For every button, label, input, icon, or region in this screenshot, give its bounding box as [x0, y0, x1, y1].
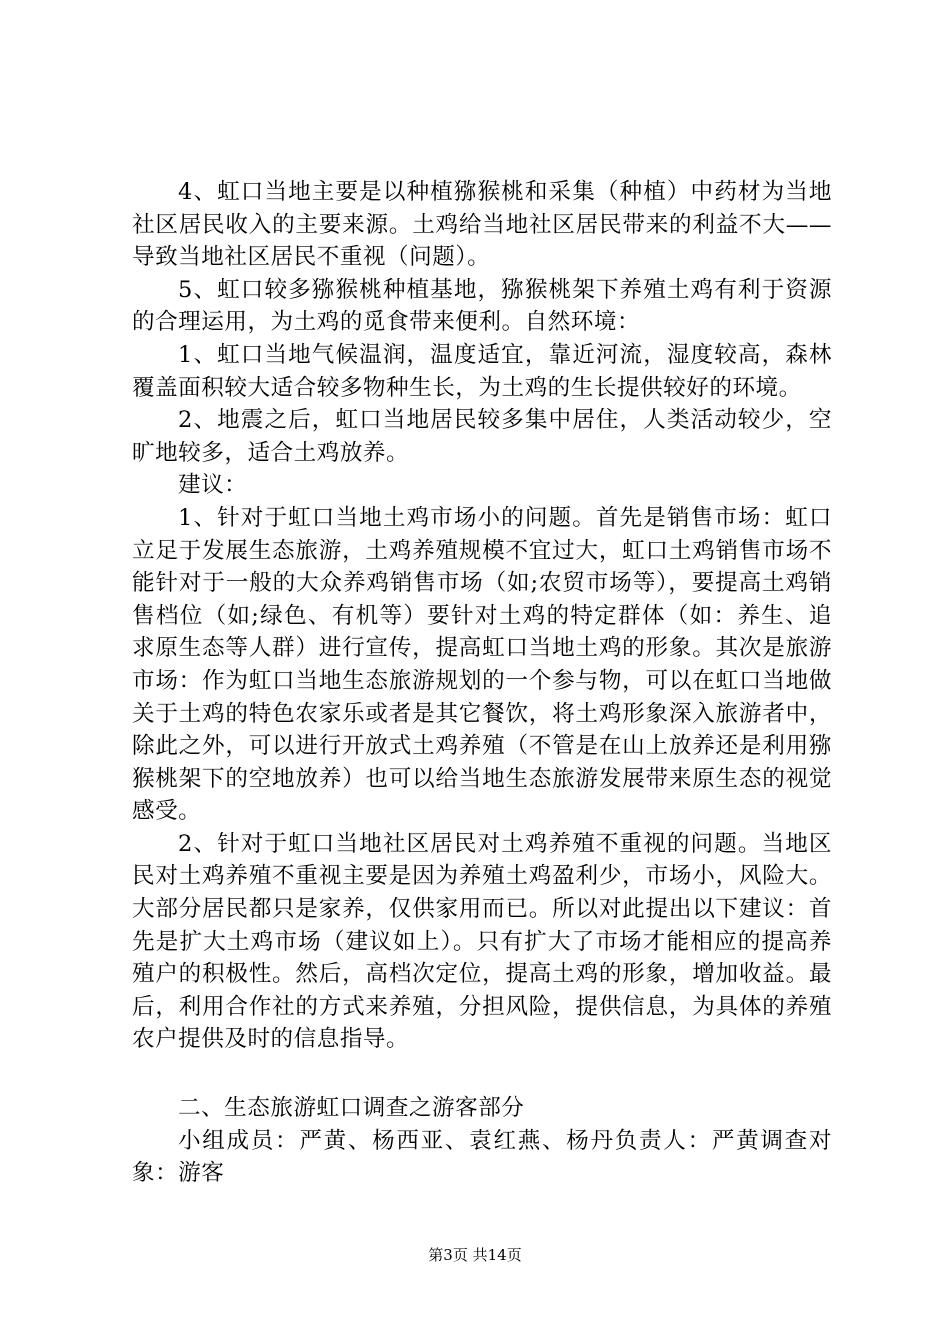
paragraph-kiwi-base: 5、虹口较多猕猴桃种植基地，猕猴桃架下养殖土鸡有利于资源的合理运用，为土鸡的觅食带来便利。自然环境：: [132, 276, 832, 336]
paragraph-income-source: 4、虹口当地主要是以种植猕猴桃和采集（种植）中药材为当地社区居民收入的主要来源。土鸡给当地社区居民带来的利益不大——导致当地社区居民不重视（问题）。: [132, 179, 832, 271]
paragraph-after-earthquake: 2、地震之后，虹口当地居民较多集中居住，人类活动较少，空旷地较多，适合土鸡放养。: [132, 407, 832, 466]
section-gap: [132, 1056, 832, 1092]
paragraph-suggestion-market: 1、针对于虹口当地土鸡市场小的问题。首先是销售市场：虹口立足于发展生态旅游，土鸡养殖规模不宜过大，虹口土鸡销售市场不能针对于一般的大众养鸡销售市场（如;农贸市场等），要提高土鸡销售档位（如;绿色、有机等）要针对土鸡的特定群体（如：养生、追求原生态等人群）进行宣传，提高虹口当地土鸡的形象。其次是旅游市场：作为虹口当地生态旅游规划的一个参与物，可以在虹口当地做关于土鸡的特色农家乐或者是其它餐饮，将土鸡形象深入旅游者中，除此之外，可以进行开放式土鸡养殖（不管是在山上放养还是利用猕猴桃架下的空地放养）也可以给当地生态旅游发展带来原生态的视觉感受。: [132, 504, 832, 825]
section-heading-tourists: 二、生态旅游虹口调查之游客部分: [178, 1095, 525, 1122]
paragraph-suggestion-residents: 2、针对于虹口当地社区居民对土鸡养殖不重视的问题。当地区民对土鸡养殖不重视主要是因为养殖土鸡盈利少，市场小，风险大。大部分居民都只是家养，仅供家用而已。所以对此提出以下建议：首先是扩大土鸡市场（建议如上）。只有扩大了市场才能相应的提高养殖户的积极性。然后，高档次定位，提高土鸡的形象，增加收益。最后，利用合作社的方式来养殖，分担风险，提供信息，为具体的养殖农户提供及时的信息指导。: [132, 830, 832, 1053]
paragraph-suggestions-heading: 建议：: [178, 472, 248, 499]
paragraph-climate: 1、虹口当地气候温润，温度适宜，靠近河流，湿度较高，森林覆盖面积较大适合较多物种生长，为土鸡的生长提供较好的环境。: [132, 341, 832, 401]
page-number-footer: 第3页 共14页: [428, 1246, 522, 1264]
document-body: [132, 176, 832, 1190]
paragraph-group-members: 小组成员：严黄、杨西亚、袁红燕、杨丹负责人：严黄调查对象：游客: [132, 1127, 832, 1187]
